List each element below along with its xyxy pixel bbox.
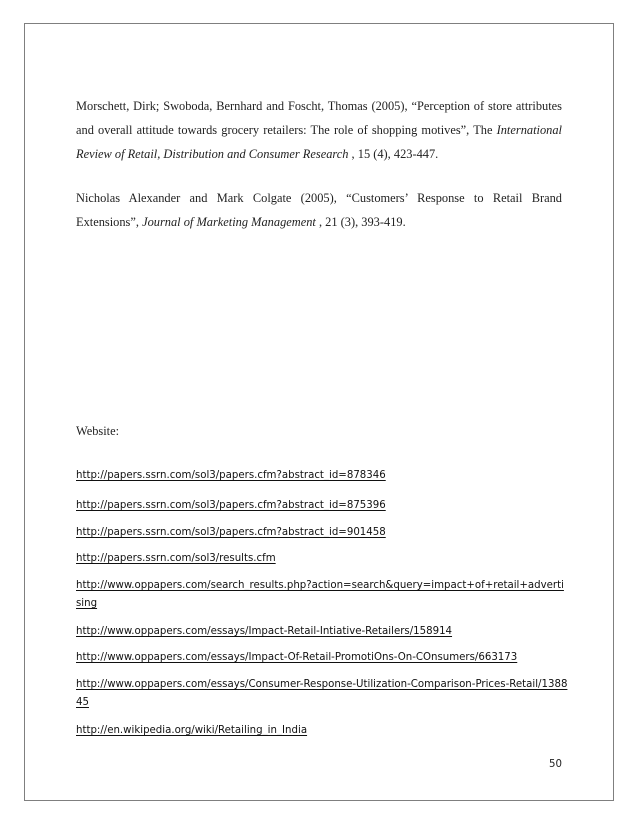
- website-link[interactable]: http://www.oppapers.com/essays/Consumer-Response-Utilization-Comparison-Prices-Retail/138845: [76, 679, 568, 708]
- reference-list: [76, 94, 562, 234]
- reference-morschett: [76, 94, 562, 166]
- journal-title: International Review of Retail, Distribution and Consumer Research: [76, 123, 562, 161]
- reference-text: Morschett, Dirk; Swoboda, Bernhard and Foscht, Thomas (2005), “Perception of store attributes and overall attitude towards grocery retailers: The role of shopping motives”, The: [76, 99, 562, 137]
- website-link[interactable]: http://papers.ssrn.com/sol3/papers.cfm?abstract_id=875396: [76, 500, 386, 511]
- reference-alexander: [76, 186, 562, 234]
- website-link[interactable]: http://www.oppapers.com/essays/Impact-Retail-Intiative-Retailers/158914: [76, 626, 453, 637]
- website-link[interactable]: http://papers.ssrn.com/sol3/papers.cfm?abstract_id=878346: [76, 470, 386, 481]
- website-link[interactable]: http://en.wikipedia.org/wiki/Retailing_in_India: [76, 725, 308, 736]
- website-link[interactable]: http://papers.ssrn.com/sol3/papers.cfm?abstract_id=901458: [76, 527, 386, 538]
- reference-text: Nicholas Alexander and Mark Colgate (2005), “Customers’ Response to Retail Brand Extensions”,: [76, 191, 562, 229]
- page-number: 50: [549, 759, 562, 770]
- journal-title: Journal of Marketing Management: [142, 215, 316, 229]
- website-link[interactable]: http://www.oppapers.com/essays/Impact-Of-Retail-PromotiOns-On-COnsumers/663173: [76, 652, 518, 663]
- reference-citation: , 21 (3), 393-419.: [315, 215, 406, 229]
- website-link[interactable]: http://papers.ssrn.com/sol3/results.cfm: [76, 553, 276, 564]
- website-heading: Website:: [76, 424, 120, 438]
- reference-citation: , 15 (4), 423-447.: [348, 147, 439, 161]
- website-link[interactable]: http://www.oppapers.com/search_results.php?action=search&query=impact+of+retail+advertising: [76, 580, 564, 609]
